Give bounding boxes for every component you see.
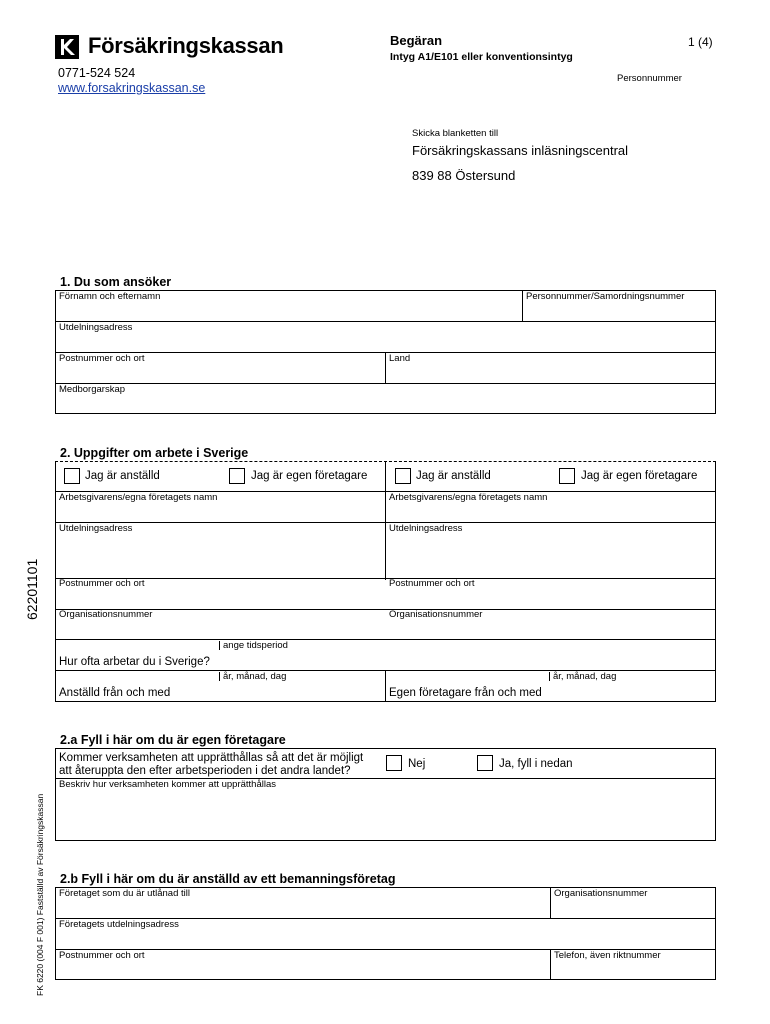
form-subtitle: Intyg A1/E101 eller konventionsintyg	[390, 51, 573, 63]
employer-address-field-right[interactable]: Utdelningsadress	[389, 523, 463, 534]
employer-address-field-left[interactable]: Utdelningsadress	[59, 523, 133, 534]
yes-checkbox[interactable]	[477, 755, 493, 771]
send-to-line2: 839 88 Östersund	[412, 168, 516, 183]
host-address-field[interactable]: Företagets utdelningsadress	[59, 919, 179, 930]
send-to-label: Skicka blanketten till	[412, 128, 499, 139]
postal-field[interactable]: Postnummer och ort	[59, 353, 145, 364]
send-to-line1: Försäkringskassans inläsningscentral	[412, 143, 629, 158]
section2-heading: 2. Uppgifter om arbete i Sverige	[60, 446, 249, 460]
employer-postal-field-right[interactable]: Postnummer och ort	[389, 578, 475, 589]
date-hint-right: år, månad, dag	[553, 671, 617, 682]
employer-postal-field-left[interactable]: Postnummer och ort	[59, 578, 145, 589]
no-checkbox[interactable]	[386, 755, 402, 771]
self-employed-from-field[interactable]: Egen företagare från och med	[389, 687, 542, 699]
host-org-number-field[interactable]: Organisationsnummer	[554, 888, 648, 899]
citizenship-field[interactable]: Medborgarskap	[59, 384, 126, 395]
org-number-field-right[interactable]: Organisationsnummer	[389, 609, 483, 620]
no-label: Nej	[408, 758, 426, 770]
maintain-question-line1: Kommer verksamheten att upprätthållas så att det är möjligt	[59, 752, 364, 764]
period-hint: ange tidsperiod	[223, 640, 288, 651]
website-link[interactable]: www.forsakringskassan.se	[58, 81, 206, 95]
form-footer: FK 6220 (004 F 001) Fastställd av Försäkringskassan	[35, 793, 45, 996]
employed-label-left: Jag är anställd	[85, 470, 160, 482]
logo-text: Försäkringskassan	[88, 33, 284, 58]
phone-number: 0771-524 524	[58, 66, 136, 80]
yes-label: Ja, fyll i nedan	[499, 758, 573, 770]
employer-name-field-right[interactable]: Arbetsgivarens/egna företagets namn	[389, 492, 548, 503]
name-field[interactable]: Förnamn och efternamn	[59, 291, 161, 302]
personnummer-field[interactable]: Personnummer/Samordningsnummer	[526, 291, 685, 302]
self-employed-checkbox-right[interactable]	[559, 468, 575, 484]
host-phone-field[interactable]: Telefon, även riktnummer	[554, 950, 661, 961]
form-number: 62201101	[24, 558, 40, 620]
section2b-box	[55, 887, 716, 980]
country-field[interactable]: Land	[389, 353, 411, 364]
section1-heading: 1. Du som ansöker	[60, 275, 172, 289]
personnummer-label: Personnummer	[617, 73, 682, 84]
employer-name-field-left[interactable]: Arbetsgivarens/egna företagets namn	[59, 492, 218, 503]
address-field[interactable]: Utdelningsadress	[59, 322, 133, 333]
how-often-field[interactable]: Hur ofta arbetar du i Sverige?	[59, 656, 210, 668]
logo-mark	[55, 35, 79, 59]
describe-field[interactable]: Beskriv hur verksamheten kommer att upprätthållas	[59, 779, 277, 790]
employed-checkbox-left[interactable]	[64, 468, 80, 484]
employed-from-field[interactable]: Anställd från och med	[59, 687, 171, 699]
employed-checkbox-right[interactable]	[395, 468, 411, 484]
host-postal-field[interactable]: Postnummer och ort	[59, 950, 145, 961]
section2b-heading: 2.b Fyll i här om du är anställd av ett bemanningsföretag	[60, 872, 396, 886]
host-company-field[interactable]: Företaget som du är utlånad till	[59, 888, 190, 899]
self-employed-checkbox-left[interactable]	[229, 468, 245, 484]
page-number: 1 (4)	[688, 35, 713, 49]
logo-icon	[55, 35, 79, 59]
section2a-heading: 2.a Fyll i här om du är egen företagare	[60, 733, 286, 747]
self-employed-label-left: Jag är egen företagare	[251, 470, 368, 482]
self-employed-label-right: Jag är egen företagare	[581, 470, 698, 482]
form-title: Begäran	[390, 33, 443, 48]
date-hint-left: år, månad, dag	[223, 671, 287, 682]
employed-label-right: Jag är anställd	[416, 470, 491, 482]
maintain-question-line2: att återuppta den efter arbetsperioden i det andra landet?	[59, 765, 351, 777]
org-number-field-left[interactable]: Organisationsnummer	[59, 609, 153, 620]
